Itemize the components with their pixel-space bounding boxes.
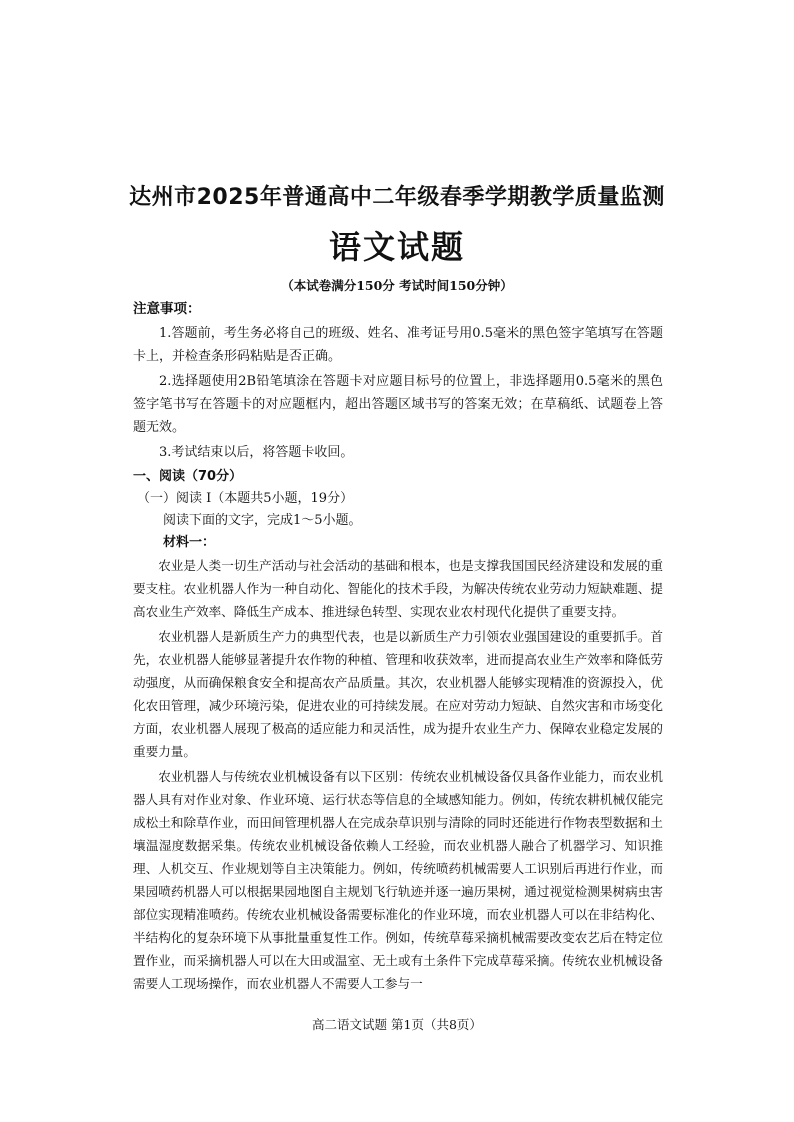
notice-block (133, 298, 663, 464)
notice-item: 1.答题前，考生务必将自己的班级、姓名、准考证号用0.5毫米的黑色签字笔填写在答题卡上，并检查条形码粘贴是否正确。 (133, 326, 663, 364)
reading-instruction: 阅读下面的文字，完成1～5小题。 (163, 513, 362, 528)
material-label: 材料一： (163, 535, 216, 550)
page-footer: 高二语文试题 第1页（共8页） (312, 1017, 482, 1032)
notice-heading: 注意事项： (133, 301, 201, 317)
notice-item: 2.选择题使用2B铅笔填涂在答题卡对应题目标号的位置上，非选择题用0.5毫米的黑色签字笔书写在答题卡的对应题框内，超出答题区域书写的答案无效；在草稿纸、试题卷上答题无效。 (133, 374, 663, 435)
notice-item: 3.考试结束以后，将答题卡收回。 (159, 445, 354, 460)
exam-main-title: 达州市2025年普通高中二年级春季学期教学质量监测 (129, 185, 665, 210)
subject-title: 语文试题 (328, 228, 465, 266)
section-heading: 一、阅读（70分） (133, 469, 243, 484)
exam-info: （本试卷满分150分 考试时间150分钟） (281, 278, 513, 293)
material-paragraph: 农业机器人是新质生产力的典型代表，也是以新质生产力引领农业强国建设的重要抓手。首先，农业机器人能够显著提升农作物的种植、管理和收获效率，进而提高农业生产效率和降低劳动强度，从而确保粮食安全和提高农产品质量。其次，农业机器人能够实现精准的资源投入，优化农田管理，减少环境污染，促进农业的可持续发展。在应对劳动力短缺、自然灾害和市场变化方面，农业机器人展现了极高的适应能力和灵活性，成为提升农业生产力、保障农业稳定发展的重要力量。 (133, 629, 663, 759)
material-paragraph: 农业机器人与传统农业机械设备有以下区别：传统农业机械设备仅具备作业能力，而农业机器人具有对作业对象、作业环境、运行状态等信息的全域感知能力。例如，传统农耕机械仅能完成松土和除草作业，而田间管理机器人在完成杂草识别与清除的同时还能进行作物表型数据和土壤温湿度数据采集。传统农业机械设备依赖人工经验，而农业机器人融合了机器学习、知识推理、人机交互、作业规划等自主决策能力。例如，传统喷药机械需要人工识别后再进行作业，而果园喷药机器人可以根据果园地图自主规划飞行轨迹并逐一遍历果树，通过视觉检测果树病虫害部位实现精准喷药。传统农业机械设备需要标准化的作业环境，而农业机器人可以在非结构化、半结构化的复杂环境下从事批量重复性工作。例如，传统草莓采摘机械需要改变农艺后在特定位置作业，而采摘机器人可以在大田或温室、无土或有土条件下完成草莓采摘。传统农业机械设备需要人工现场操作，而农业机器人不需要人工参与一 (133, 769, 663, 991)
material-paragraph: 农业是人类一切生产活动与社会活动的基础和根本，也是支撑我国国民经济建设和发展的重要支柱。农业机器人作为一种自动化、智能化的技术手段，为解决传统农业劳动力短缺难题、提高农业生产效率、降低生产成本、推进绿色转型、实现农业农村现代化提供了重要支持。 (133, 558, 663, 619)
reading-section (133, 466, 663, 997)
subsection-heading: （一）阅读 I（本题共5小题，19分） (137, 491, 354, 506)
